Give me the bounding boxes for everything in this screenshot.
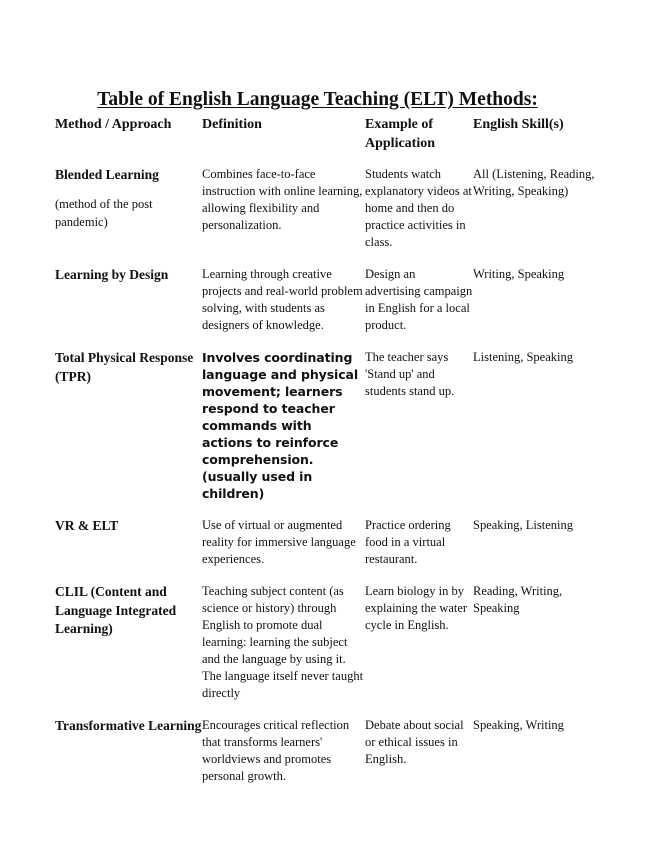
method-name: Blended Learning xyxy=(55,167,159,182)
definition-cell: Use of virtual or augmented reality for immersive language experiences. xyxy=(202,518,356,566)
methods-table xyxy=(55,115,598,800)
method-name: Learning by Design xyxy=(55,267,169,282)
method-cell xyxy=(55,717,202,800)
table-row xyxy=(55,583,598,717)
skills-cell: Speaking, Writing xyxy=(473,718,564,732)
header-skills: English Skill(s) xyxy=(473,117,564,132)
method-cell xyxy=(55,517,202,583)
table-row xyxy=(55,517,598,583)
definition-cell: Learning through creative projects and real-world problem solving, with students as designers of knowledge. xyxy=(202,267,363,332)
skills-cell: Speaking, Listening xyxy=(473,518,573,532)
example-cell: Practice ordering food in a virtual restaurant. xyxy=(365,518,451,566)
skills-cell: Reading, Writing, Speaking xyxy=(473,584,563,615)
method-cell xyxy=(55,583,202,717)
method-name: Transformative Learning xyxy=(55,718,202,733)
example-cell: The teacher says 'Stand up' and students stand up. xyxy=(365,350,455,398)
table-row xyxy=(55,266,598,349)
method-cell xyxy=(55,349,202,517)
example-cell: Design an advertising campaign in English for a local product. xyxy=(365,267,473,332)
definition-cell: Involves coordinating language and physical movement; learners respond to teacher commands with actions to reinforce comprehension. (usually used in children) xyxy=(202,350,359,501)
method-name: VR & ELT xyxy=(55,518,119,533)
header-definition: Definition xyxy=(202,117,262,132)
table-row xyxy=(55,717,598,800)
example-cell: Students watch explanatory videos at home and then do practice activities in class. xyxy=(365,167,472,249)
header-example: Example of Application xyxy=(365,117,436,151)
skills-cell: Listening, Speaking xyxy=(473,350,573,364)
page-title: Table of English Language Teaching (ELT) Methods: xyxy=(97,89,538,110)
definition-cell: Teaching subject content (as science or history) through English to promote dual learning: learning the subject and the language by using it. The language itself never taught directly xyxy=(202,584,364,700)
method-name: Total Physical Response (TPR) xyxy=(55,350,194,384)
skills-cell: Writing, Speaking xyxy=(473,267,565,281)
method-name: CLIL (Content and Language Integrated Learning) xyxy=(55,584,177,636)
example-cell: Debate about social or ethical issues in English. xyxy=(365,718,464,766)
method-cell xyxy=(55,266,202,349)
table-row xyxy=(55,166,598,266)
table-row xyxy=(55,349,598,517)
header-method: Method / Approach xyxy=(55,117,172,132)
method-note: (method of the post pandemic) xyxy=(55,196,153,229)
example-cell: Learn biology in by explaining the water cycle in English. xyxy=(365,584,468,632)
skills-cell: All (Listening, Reading, Writing, Speaking) xyxy=(473,167,595,198)
definition-cell: Encourages critical reflection that transforms learners' worldviews and promotes personal growth. xyxy=(202,718,350,783)
definition-cell: Combines face-to-face instruction with online learning, allowing flexibility and personalization. xyxy=(202,167,363,232)
table-header-row xyxy=(55,115,598,166)
method-cell xyxy=(55,166,202,266)
